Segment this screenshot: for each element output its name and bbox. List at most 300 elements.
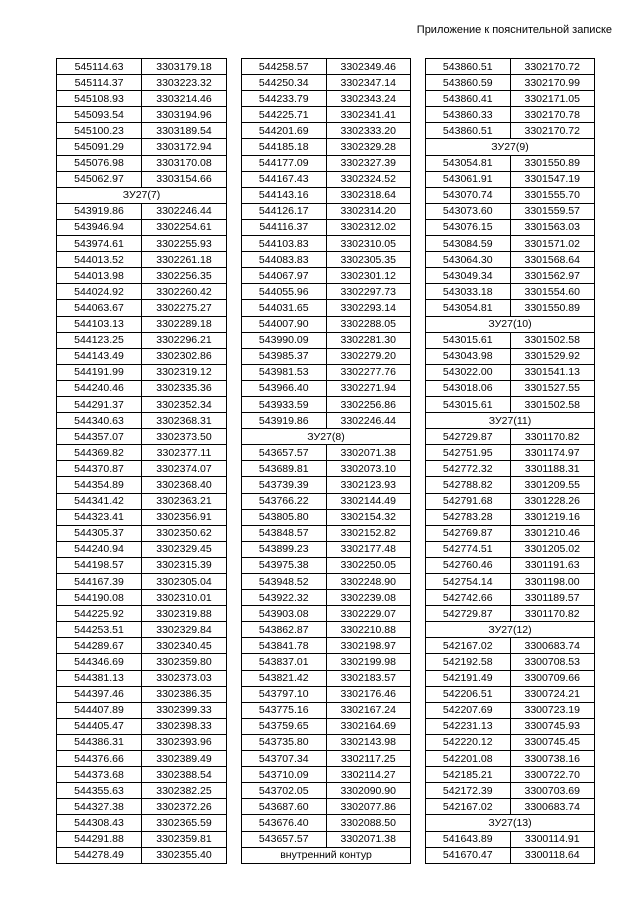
coordinate-row [242,252,411,268]
coordinate-row [242,203,411,219]
coordinate-row [426,445,595,461]
coordinate-y: 3302359.81 [142,831,227,847]
coordinate-x: 543689.81 [242,461,327,477]
coordinate-x: 543862.87 [242,622,327,638]
coordinate-x: 544198.57 [57,557,142,573]
coordinate-x: 543033.18 [426,284,511,300]
coordinate-x: 542729.87 [426,606,511,622]
coordinate-x: 543919.86 [242,413,327,429]
coordinate-row [426,847,595,863]
coordinate-y: 3302183.57 [326,670,411,686]
coordinate-y: 3302382.25 [142,783,227,799]
coordinate-x: 545062.97 [57,171,142,187]
coordinate-y: 3302077.86 [326,799,411,815]
coordinate-x: 544233.79 [242,91,327,107]
coordinate-row [57,590,227,606]
coordinate-row [426,831,595,847]
coordinate-x: 543966.40 [242,380,327,396]
coordinate-x: 545091.29 [57,139,142,155]
coordinate-y: 3302388.54 [142,767,227,783]
coordinate-y: 3302347.14 [326,75,411,91]
coordinate-y: 3302071.38 [326,831,411,847]
coordinate-y: 3302393.96 [142,734,227,750]
coordinate-y: 3302170.99 [510,75,595,91]
coordinate-row [242,557,411,573]
coordinate-y: 3302248.90 [326,574,411,590]
coordinate-row [426,654,595,670]
coordinate-y: 3302154.32 [326,509,411,525]
coordinate-x: 544357.07 [57,429,142,445]
coordinate-x: 542772.32 [426,461,511,477]
coordinate-y: 3303214.46 [142,91,227,107]
coordinate-y: 3302374.07 [142,461,227,477]
coordinate-row [242,702,411,718]
coordinate-y: 3302229.07 [326,606,411,622]
coordinate-y: 3301550.89 [510,300,595,316]
section-header-row [242,847,411,863]
coordinate-row [57,139,227,155]
coordinate-y: 3301210.46 [510,525,595,541]
coordinate-x: 542751.95 [426,445,511,461]
coordinate-row [57,654,227,670]
coordinate-x: 543043.98 [426,348,511,364]
coordinate-row [57,799,227,815]
coordinate-y: 3302368.40 [142,477,227,493]
coordinate-y: 3302143.98 [326,734,411,750]
coordinate-x: 544063.67 [57,300,142,316]
coordinate-row [242,59,411,75]
coordinate-y: 3302343.24 [326,91,411,107]
coordinate-row [57,75,227,91]
coordinate-x: 545108.93 [57,91,142,107]
coordinate-x: 541643.89 [426,831,511,847]
coordinate-row [57,815,227,831]
coordinate-y: 3302239.08 [326,590,411,606]
coordinate-row [242,332,411,348]
coordinate-row [242,75,411,91]
coordinate-x: 544405.47 [57,718,142,734]
coordinate-x: 544123.25 [57,332,142,348]
coordinate-row [426,590,595,606]
section-header-row [426,316,595,332]
coordinate-x: 543054.81 [426,155,511,171]
coordinate-row [242,155,411,171]
coordinate-x: 544308.43 [57,815,142,831]
coordinate-y: 3300708.53 [510,654,595,670]
coordinate-y: 3302340.45 [142,638,227,654]
coordinate-row [57,767,227,783]
coordinate-y: 3302324.52 [326,171,411,187]
coordinate-y: 3303170.08 [142,155,227,171]
coordinate-row [57,541,227,557]
coordinate-x: 544225.92 [57,606,142,622]
coordinate-x: 542783.28 [426,509,511,525]
coordinate-x: 544024.92 [57,284,142,300]
coordinate-y: 3302144.49 [326,493,411,509]
coordinate-y: 3302255.93 [142,236,227,252]
coordinate-y: 3302176.46 [326,686,411,702]
coordinate-row [57,477,227,493]
coordinate-y: 3302329.45 [142,541,227,557]
coordinate-row [242,380,411,396]
coordinate-row [57,300,227,316]
coordinate-y: 3302399.33 [142,702,227,718]
coordinate-y: 3301529.92 [510,348,595,364]
section-header-row [242,429,411,445]
coordinate-x: 543759.65 [242,718,327,734]
coordinate-row [426,332,595,348]
coordinate-row [242,541,411,557]
coordinate-x: 543981.53 [242,364,327,380]
coordinate-row [57,429,227,445]
coordinate-y: 3302167.24 [326,702,411,718]
coordinate-x: 543073.60 [426,203,511,219]
coordinate-row [57,718,227,734]
coordinate-x: 543797.10 [242,686,327,702]
coordinate-y: 3302177.48 [326,541,411,557]
coordinate-y: 3302349.46 [326,59,411,75]
coordinate-y: 3302373.50 [142,429,227,445]
coordinate-x: 543860.33 [426,107,511,123]
coordinate-row [242,300,411,316]
coordinate-x: 544143.49 [57,348,142,364]
coordinate-row [426,702,595,718]
coordinate-row [57,670,227,686]
coordinate-x: 542191.49 [426,670,511,686]
coordinate-x: 543739.39 [242,477,327,493]
coordinate-row [57,155,227,171]
coordinate-y: 3302305.35 [326,252,411,268]
coordinate-y: 3302335.36 [142,380,227,396]
coordinate-y: 3302170.72 [510,59,595,75]
coordinate-y: 3301219.16 [510,509,595,525]
coordinate-y: 3301188.31 [510,461,595,477]
coordinate-y: 3300723.19 [510,702,595,718]
coordinate-y: 3301563.03 [510,219,595,235]
coordinate-x: 543848.57 [242,525,327,541]
coordinate-y: 3300745.45 [510,734,595,750]
coordinate-x: 543076.15 [426,219,511,235]
coordinate-y: 3302288.05 [326,316,411,332]
coordinate-row [426,123,595,139]
coordinate-y: 3302260.42 [142,284,227,300]
coordinate-row [426,477,595,493]
coordinate-x: 544177.09 [242,155,327,171]
coordinate-y: 3302365.59 [142,815,227,831]
coordinate-x: 544185.18 [242,139,327,155]
coordinate-row [57,364,227,380]
section-label: ЗУ27(11) [426,413,595,429]
coordinate-x: 544278.49 [57,847,142,863]
coordinate-row [57,557,227,573]
coordinate-y: 3302333.20 [326,123,411,139]
coordinate-y: 3301174.97 [510,445,595,461]
coordinate-y: 3302359.80 [142,654,227,670]
coordinate-row [242,91,411,107]
coordinate-row [426,380,595,396]
coordinate-x: 544201.69 [242,123,327,139]
coordinate-y: 3303223.32 [142,75,227,91]
coordinate-y: 3302398.33 [142,718,227,734]
coordinate-row [57,107,227,123]
coordinate-y: 3302275.27 [142,300,227,316]
coordinate-x: 544007.90 [242,316,327,332]
coordinate-y: 3301209.55 [510,477,595,493]
coordinate-row [57,396,227,412]
coordinate-x: 543899.23 [242,541,327,557]
coordinate-row [57,316,227,332]
coordinate-row [242,734,411,750]
coordinate-row [426,187,595,203]
coordinate-row [426,541,595,557]
coordinate-row [57,461,227,477]
section-header-row [426,815,595,831]
coordinate-x: 544346.69 [57,654,142,670]
coordinate-x: 543070.74 [426,187,511,203]
coordinate-row [57,445,227,461]
coordinate-row [242,348,411,364]
coordinate-x: 542754.14 [426,574,511,590]
coordinate-y: 3302123.93 [326,477,411,493]
coordinates-table-column-3 [425,58,595,864]
coordinate-x: 542774.51 [426,541,511,557]
coordinate-x: 544258.57 [242,59,327,75]
coordinate-row [426,557,595,573]
coordinate-y: 3301555.70 [510,187,595,203]
coordinate-row [242,638,411,654]
coordinate-x: 543049.34 [426,268,511,284]
coordinate-x: 542791.68 [426,493,511,509]
coordinate-y: 3301198.00 [510,574,595,590]
coordinate-y: 3302296.21 [142,332,227,348]
section-label: ЗУ27(12) [426,622,595,638]
coordinate-y: 3301502.58 [510,396,595,412]
coordinate-x: 544327.38 [57,799,142,815]
coordinate-y: 3303172.94 [142,139,227,155]
coordinate-x: 543054.81 [426,300,511,316]
coordinate-row [57,525,227,541]
coordinate-row [242,590,411,606]
coordinate-y: 3302372.26 [142,799,227,815]
coordinate-y: 3300703.69 [510,783,595,799]
coordinate-x: 543775.16 [242,702,327,718]
coordinate-y: 3302352.34 [142,396,227,412]
coordinate-y: 3300724.21 [510,686,595,702]
coordinate-y: 3301571.02 [510,236,595,252]
coordinate-row [242,123,411,139]
coordinate-row [242,767,411,783]
coordinate-row [426,783,595,799]
coordinate-y: 3300683.74 [510,799,595,815]
coordinate-y: 3303194.96 [142,107,227,123]
coordinate-x: 543657.57 [242,831,327,847]
coordinate-x: 543860.51 [426,123,511,139]
coordinate-x: 543860.41 [426,91,511,107]
coordinate-row [426,348,595,364]
coordinate-x: 544055.96 [242,284,327,300]
coordinate-row [426,59,595,75]
coordinate-y: 3302350.62 [142,525,227,541]
coordinate-x: 543903.08 [242,606,327,622]
coordinate-y: 3300722.70 [510,767,595,783]
coordinate-x: 542742.66 [426,590,511,606]
coordinate-y: 3302246.44 [142,203,227,219]
coordinate-row [426,509,595,525]
coordinate-y: 3302271.94 [326,380,411,396]
coordinate-row [426,91,595,107]
coordinate-row [57,606,227,622]
coordinate-y: 3302305.04 [142,574,227,590]
coordinate-x: 543064.30 [426,252,511,268]
coordinate-x: 543948.52 [242,574,327,590]
coordinate-x: 543084.59 [426,236,511,252]
coordinate-y: 3300683.74 [510,638,595,654]
coordinate-row [242,525,411,541]
coordinate-x: 544291.88 [57,831,142,847]
coordinate-x: 542220.12 [426,734,511,750]
coordinate-x: 543687.60 [242,799,327,815]
coordinate-row [57,702,227,718]
coordinate-y: 3302071.38 [326,445,411,461]
coordinate-x: 544191.99 [57,364,142,380]
coordinate-row [57,831,227,847]
coordinate-row [57,734,227,750]
coordinate-x: 544291.37 [57,396,142,412]
coordinate-y: 3301568.64 [510,252,595,268]
coordinates-table-column-1 [56,58,227,864]
coordinate-row [242,606,411,622]
coordinate-x: 542760.46 [426,557,511,573]
coordinate-row [426,75,595,91]
coordinate-y: 3303154.66 [142,171,227,187]
coordinate-row [57,219,227,235]
coordinate-row [242,751,411,767]
coordinate-x: 545100.23 [57,123,142,139]
coordinate-x: 542201.08 [426,751,511,767]
coordinate-y: 3302389.49 [142,751,227,767]
coordinate-row [426,751,595,767]
coordinate-x: 544116.37 [242,219,327,235]
coordinate-y: 3301550.89 [510,155,595,171]
coordinate-x: 543022.00 [426,364,511,380]
coordinate-row [242,171,411,187]
coordinate-y: 3302250.05 [326,557,411,573]
coordinate-row [426,107,595,123]
section-label: ЗУ27(8) [242,429,411,445]
coordinate-x: 544167.39 [57,574,142,590]
coordinate-x: 543985.37 [242,348,327,364]
coordinate-row [57,493,227,509]
coordinate-y: 3303189.54 [142,123,227,139]
coordinate-y: 3302281.30 [326,332,411,348]
coordinate-row [242,831,411,847]
coordinate-row [57,413,227,429]
coordinate-row [242,493,411,509]
coordinate-row [57,91,227,107]
coordinate-row [242,783,411,799]
coordinate-y: 3302377.11 [142,445,227,461]
coordinate-y: 3301189.57 [510,590,595,606]
section-header-row [426,413,595,429]
section-header-row [426,622,595,638]
coordinate-y: 3302314.20 [326,203,411,219]
coordinate-y: 3301170.82 [510,606,595,622]
coordinate-row [57,236,227,252]
coordinate-y: 3301547.19 [510,171,595,187]
coordinate-y: 3302386.35 [142,686,227,702]
coordinate-y: 3302302.86 [142,348,227,364]
coordinate-y: 3302363.21 [142,493,227,509]
coordinate-x: 543990.09 [242,332,327,348]
coordinate-row [242,187,411,203]
coordinate-y: 3302152.82 [326,525,411,541]
coordinate-x: 543841.78 [242,638,327,654]
coordinate-y: 3302170.72 [510,123,595,139]
coordinate-y: 3302256.35 [142,268,227,284]
coordinate-y: 3302198.97 [326,638,411,654]
coordinate-y: 3300745.93 [510,718,595,734]
coordinate-x: 543922.32 [242,590,327,606]
coordinate-row [426,300,595,316]
coordinate-row [57,203,227,219]
coordinate-x: 544381.13 [57,670,142,686]
coordinate-row [242,815,411,831]
coordinate-y: 3302164.69 [326,718,411,734]
coordinate-y: 3302114.27 [326,767,411,783]
coordinate-y: 3302279.20 [326,348,411,364]
coordinate-x: 544370.87 [57,461,142,477]
coordinate-x: 543805.80 [242,509,327,525]
coordinate-x: 543933.59 [242,396,327,412]
coordinate-x: 542231.13 [426,718,511,734]
coordinate-x: 544240.46 [57,380,142,396]
coordinate-x: 543702.05 [242,783,327,799]
coordinate-y: 3302090.90 [326,783,411,799]
coordinate-row [57,252,227,268]
coordinate-x: 544083.83 [242,252,327,268]
coordinate-y: 3302319.12 [142,364,227,380]
coordinate-y: 3302312.02 [326,219,411,235]
coordinate-row [242,445,411,461]
coordinate-row [426,686,595,702]
coordinate-y: 3302327.39 [326,155,411,171]
coordinate-row [57,268,227,284]
coordinate-row [242,799,411,815]
coordinate-row [57,123,227,139]
coordinate-x: 544250.34 [242,75,327,91]
coordinate-x: 544373.68 [57,767,142,783]
coordinate-x: 543657.57 [242,445,327,461]
coordinate-y: 3301205.02 [510,541,595,557]
section-header-row [57,187,227,203]
coordinate-y: 3302329.28 [326,139,411,155]
coordinate-x: 544340.63 [57,413,142,429]
coordinate-x: 543018.06 [426,380,511,396]
coordinate-y: 3302254.61 [142,219,227,235]
coordinate-y: 3300118.64 [510,847,595,863]
coordinate-row [57,783,227,799]
coordinate-x: 544253.51 [57,622,142,638]
coordinate-x: 543061.91 [426,171,511,187]
coordinate-row [242,461,411,477]
coordinate-y: 3302318.64 [326,187,411,203]
coordinate-x: 542788.82 [426,477,511,493]
coordinate-row [57,332,227,348]
coordinate-row [57,686,227,702]
coordinate-row [242,686,411,702]
section-label: ЗУ27(9) [426,139,595,155]
coordinate-row [242,316,411,332]
